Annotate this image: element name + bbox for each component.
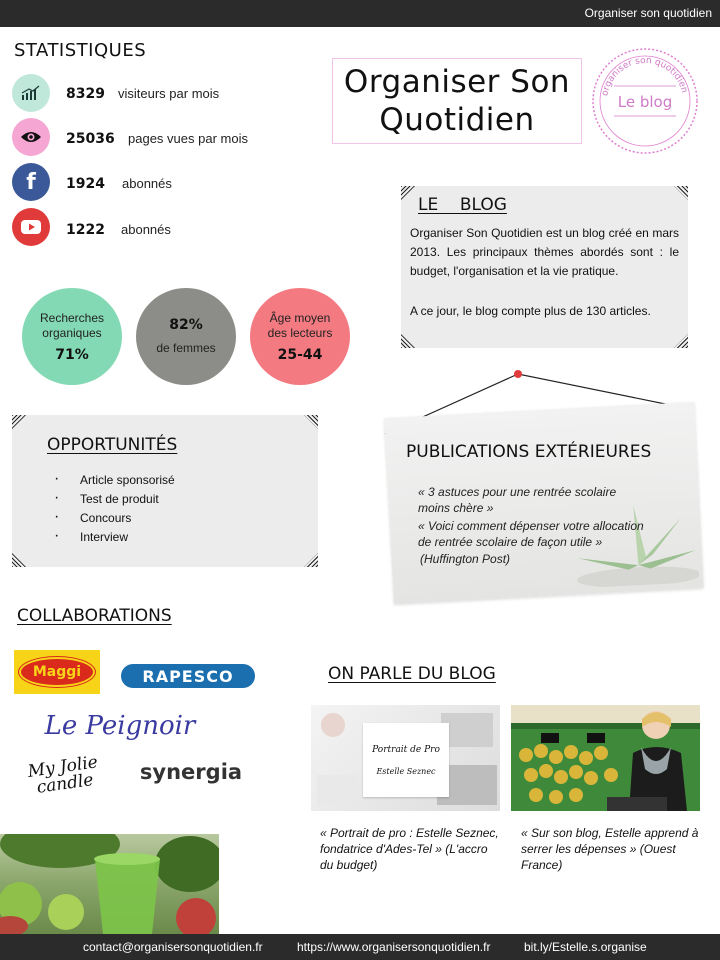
women-share-bubble — [136, 288, 236, 385]
organic-search-value: 71% — [55, 346, 89, 363]
rapesco-logo-text: RAPESCO — [142, 666, 234, 686]
opportunities-list — [54, 471, 175, 547]
le-peignoir-logo-text: Le Peignoir — [44, 711, 196, 741]
blog-title-line1: Organiser Son — [343, 64, 571, 100]
footer-short-link[interactable]: bit.ly/Estelle.s.organise — [524, 940, 647, 954]
women-share-value: 82% — [169, 317, 203, 333]
stats-title: STATISTIQUES — [14, 40, 147, 61]
stat-visitors-label: visiteurs par mois — [118, 86, 220, 101]
stat-youtube-number: 1222 — [66, 222, 105, 238]
maggi-logo-text: Maggi — [32, 664, 82, 680]
blog-paragraph-1: Organiser Son Quotidien est un blog créé en mars 2013. Les principaux thèmes abordés sont : le budget, l'organisation et la vie pratique. — [410, 226, 679, 278]
stat-pageviews-label: pages vues par mois — [128, 131, 248, 146]
portrait-image-line2: Estelle Seznec — [376, 766, 436, 776]
average-age-bubble — [250, 288, 350, 385]
synergia-logo-text: synergia — [139, 760, 243, 784]
collaborations-title: COLLABORATIONS — [17, 606, 172, 626]
organic-search-bubble — [22, 288, 122, 385]
blog-description-box — [401, 186, 688, 348]
portrait-de-pro-image[interactable] — [311, 705, 500, 811]
opportunities-title: OPPORTUNITÉS — [47, 435, 178, 455]
publication-quote-2: « Voici comment dépenser votre allocation de rentrée scolaire de façon utile » — [418, 519, 644, 549]
women-share-label: de femmes — [156, 341, 216, 355]
stat-youtube-label: abonnés — [121, 222, 171, 237]
le-peignoir-logo — [30, 708, 210, 744]
average-age-value: 25-44 — [277, 346, 323, 363]
my-jolie-candle-logo-text: My Jolie candle — [26, 752, 99, 798]
rapesco-logo — [121, 664, 255, 688]
chart-bars-icon — [12, 74, 50, 112]
synergia-logo — [126, 758, 256, 786]
svg-text:organiser son quotidien: organiser son quotidien — [600, 55, 690, 97]
publications-title: PUBLICATIONS EXTÉRIEURES — [406, 442, 652, 462]
footer-email-link[interactable]: contact@organisersonquotidien.fr — [83, 940, 263, 954]
stat-pageviews-number: 25036 — [66, 131, 115, 147]
le-blog-seal-logo — [590, 46, 700, 156]
youtube-icon[interactable] — [12, 208, 50, 246]
footer-bar — [0, 934, 720, 960]
list-item: · Article sponsorisé — [54, 471, 175, 490]
average-age-label: Âge moyen des lecteurs — [267, 310, 333, 340]
svg-text:Le blog: Le blog — [617, 93, 673, 111]
footer-website-link[interactable]: https://www.organisersonquotidien.fr — [297, 940, 491, 954]
stat-facebook-number: 1924 — [66, 176, 105, 192]
press-title: ON PARLE DU BLOG — [328, 664, 496, 684]
ouest-france-photo[interactable] — [511, 705, 700, 811]
header-title: Organiser son quotidien — [584, 6, 712, 20]
blog-paragraph-2: A ce jour, le blog compte plus de 130 articles. — [410, 304, 651, 318]
list-item: · Concours — [54, 509, 175, 528]
facebook-icon[interactable]: f — [12, 163, 50, 201]
blog-section-title: LE BLOG — [418, 195, 507, 215]
publication-source: (Huffington Post) — [420, 552, 511, 566]
stat-visitors-number: 8329 — [66, 86, 105, 102]
maggi-logo — [14, 650, 100, 694]
eye-icon — [12, 118, 50, 156]
list-item: · Test de produit — [54, 490, 175, 509]
press-caption-2: « Sur son blog, Estelle apprend à serrer les dépenses » (Ouest France) — [521, 826, 699, 872]
press-caption-1: « Portrait de pro : Estelle Seznec, fondatrice d'Ades-Tel » (L'accro du budget) — [320, 826, 499, 872]
portrait-image-line1: Portrait de Pro — [372, 744, 440, 755]
stat-facebook-label: abonnés — [122, 176, 172, 191]
publication-quote-1: « 3 astuces pour une rentrée scolaire moins chère » — [418, 485, 617, 515]
my-jolie-candle-logo — [14, 750, 115, 803]
list-item: · Interview — [54, 528, 175, 547]
blog-title-line2: Quotidien — [379, 102, 535, 138]
green-smoothie-photo — [0, 834, 219, 934]
blog-title-box — [332, 58, 582, 144]
organic-search-label: Recherches organiques — [39, 310, 105, 340]
opportunities-box — [12, 415, 318, 567]
top-bar — [0, 0, 720, 27]
